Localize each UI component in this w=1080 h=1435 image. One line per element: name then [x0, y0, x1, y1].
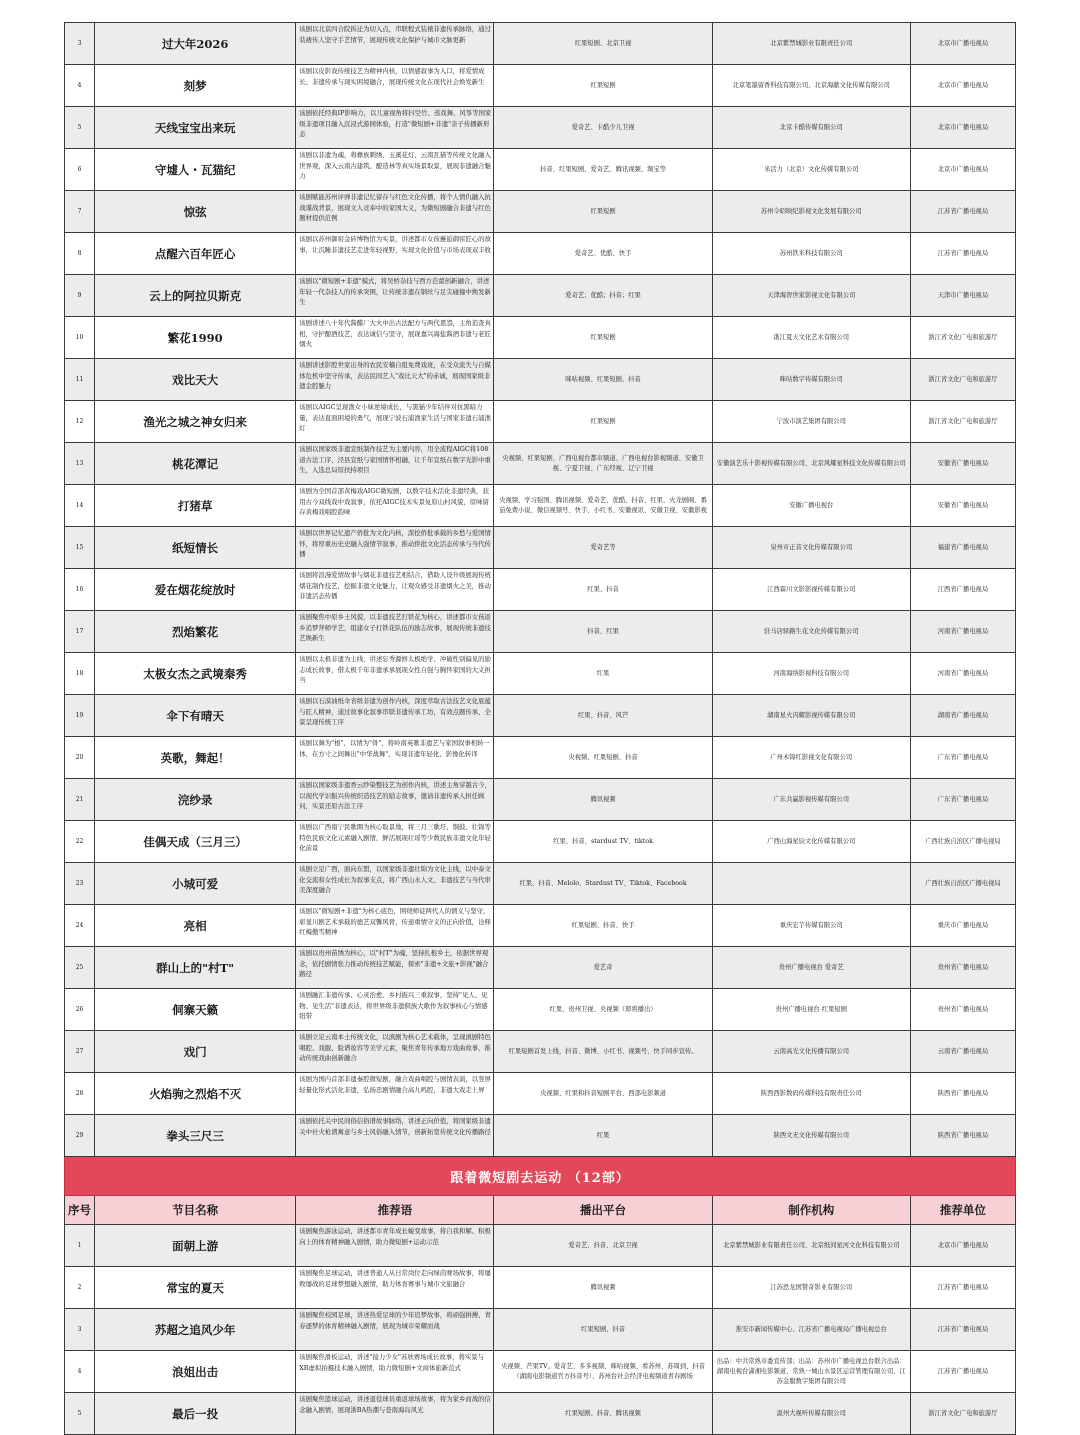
row-number: 26: [65, 989, 95, 1031]
recommendation-text: [296, 65, 494, 107]
production-company: 广州木锦红影视文化有限公司: [712, 737, 910, 779]
program-name: 火焰驹之烈焰不灭: [95, 1073, 296, 1115]
recommendation-text-content: 该剧赋能苏州评弹非遗记忆留存与红色文化传播，将个人情仇融入抗战谍战背景，展现文人竞奉中的家国大义，为微短剧融合非遗与红色题材提供范例: [299, 193, 491, 223]
row-number: 20: [65, 737, 95, 779]
program-name: 伞下有晴天: [95, 695, 296, 737]
broadcast-platform: 红果短剧首发上线，抖音、微博、小红书、视频号、快手同步宣传。: [494, 1031, 712, 1073]
table-row: [65, 653, 1016, 695]
recommending-unit: 贵州省广播电视局: [910, 947, 1015, 989]
recommendation-text: [296, 1031, 494, 1073]
production-company: 贵州广播电视台 爱奇艺: [712, 947, 910, 989]
recommendation-text-content: 该剧讲述影腔世家出身的农民安楠自组免费戏班，在受众流失与自媒体危机中坚守传承，表达民间艺人"戏比天大"的赤诚，展现国家级非遗金腔魅力: [299, 361, 491, 391]
row-number: 9: [65, 275, 95, 317]
production-company: 北京紫禁城影业有限责任公司: [712, 23, 910, 65]
production-company: [712, 863, 910, 905]
table-row: [65, 569, 1016, 611]
row-number: 11: [65, 359, 95, 401]
program-name: 惊弦: [95, 191, 296, 233]
recommendation-text-content: 该剧依托经典IP影响力，以儿童视角将抖空竹、蒸戏舞、风筝等国家级非遗项目融入沉浸式游园体验，打造"微短剧+非遗"亲子传播新形态: [299, 109, 492, 139]
program-name: 佳偶天成（三月三）: [95, 821, 296, 863]
recommendation-text: [296, 401, 494, 443]
table-row: [65, 23, 1016, 65]
row-number: 2: [65, 1267, 95, 1309]
recommendation-text: [296, 1115, 494, 1157]
recommendation-text: [296, 233, 494, 275]
table-row: [65, 485, 1016, 527]
recommendation-text-content: 该剧以舞为"根"、以情为"骨"，将岭南英歌非遗艺与家国叙事相转一体，在方寸之间舞出"中华战舞"，实现非遗年轻化、影像化转译: [299, 739, 490, 758]
row-number: 19: [65, 695, 95, 737]
recommendation-text-content: 该剧依托关中民间俗信俗谱故事脉络，讲述正向价值，将国家级非遗关中社火枪谱寓意与乡土风俗融入情节，创新拓宽传统文化传播路径: [299, 1117, 491, 1136]
row-number: 27: [65, 1031, 95, 1073]
production-company: 淮安市新闻传媒中心、江苏省广播电视局广播电视总台: [712, 1309, 910, 1351]
recommendation-text-content: 该剧为全国首部黄梅戏AIGC微短剧，以数字技术活化非遗经典，获用古今双线戏中戏叙事，依托AIGC技术实景复原山村风貌，原味留存黄梅戏唱腔韵味: [299, 487, 489, 517]
broadcast-platform: 红果、抖音: [494, 569, 712, 611]
recommendation-text: [296, 1225, 494, 1267]
recommendation-text-content: 该剧以广西南宁民歌圈为核心取景地，将三月三歌圩、铜鼓、壮锦等特色民族文化元素融入剧情，鲜活展现壮瑶等少数民族非遗文化年轻化前景: [299, 823, 491, 853]
recommendation-text-content: 该剧以皮影戏传统技艺为精神内核，以情感叙事为入口，将爱情成长、非遗传承与现实困境融合，展现传统文化在现代社会焕发新生: [299, 67, 485, 86]
program-name: 烈焰繁花: [95, 611, 296, 653]
table-row: [65, 65, 1016, 107]
broadcast-platform: 红果短剧、抖音、腾讯视频: [494, 1393, 712, 1435]
program-name: 群山上的"村T": [95, 947, 296, 989]
production-company: 宁波市演艺集团有限公司: [712, 401, 910, 443]
recommending-unit: 江西省广播电视局: [910, 569, 1015, 611]
recommending-unit: 广东省广播电视局: [910, 779, 1015, 821]
recommendation-text: [296, 191, 494, 233]
broadcast-platform: 红果短剧: [494, 401, 712, 443]
program-name: 天线宝宝出来玩: [95, 107, 296, 149]
broadcast-platform: 爱奇艺、优酷、快手: [494, 233, 712, 275]
broadcast-platform: 抖音、红果短剧、爱奇艺、腾讯视频、淘宝等: [494, 149, 712, 191]
row-number: 18: [65, 653, 95, 695]
table-row: [65, 527, 1016, 569]
production-company: 浙江夏天文化艺术有限公司: [712, 317, 910, 359]
production-company: 温州大视听传媒有限公司: [712, 1393, 910, 1435]
table-row: [65, 863, 1016, 905]
recommendation-text: [296, 443, 494, 485]
program-table: [64, 22, 1016, 1435]
recommendation-text-content: 该剧以世界记忆遗产侨批为文化内核，深挖侨批承载的乡愁与爱国情怀，将厚重历史史融入强情节叙事，推动侨批文化活态传承与当代传播: [299, 529, 491, 559]
recommendation-text: [296, 1393, 494, 1435]
program-name: 浣纱录: [95, 779, 296, 821]
row-number: 22: [65, 821, 95, 863]
recommendation-text: [296, 695, 494, 737]
production-company: 出品：中共常熟市委宣传部；出品：苏州市广播电视总台联合出品：湖南电视台潇湘电影频道、常熟一城山水景区运营管理有限公司、江苏金服数字集团有限公司: [712, 1351, 910, 1393]
broadcast-platform: 爱艺奇: [494, 947, 712, 989]
recommending-unit: 江苏省广播电视局: [910, 1309, 1015, 1351]
table-row: [65, 1309, 1016, 1351]
program-name: 拳头三尺三: [95, 1115, 296, 1157]
table-row: [65, 611, 1016, 653]
row-number: 1: [65, 1225, 95, 1267]
recommending-unit: 广西壮族自治区广播电视局: [910, 821, 1015, 863]
recommendation-text: [296, 611, 494, 653]
production-company: 咪咕数字传媒有限公司: [712, 359, 910, 401]
program-name: 点醒六百年匠心: [95, 233, 296, 275]
row-number: 25: [65, 947, 95, 989]
section1-body: [65, 23, 1016, 1157]
recommendation-text: [296, 317, 494, 359]
row-number: 23: [65, 863, 95, 905]
recommending-unit: 安徽省广播电视局: [910, 485, 1015, 527]
table-row: [65, 1115, 1016, 1157]
table-row: [65, 779, 1016, 821]
recommendation-text-content: 该剧聚焦中原乡土风貌，以非遗技艺打铁花为核心，讲述都市女孩返乡追梦拜师学艺，组建女子打铁花队伍的励志故事，展现传统非遗技艺焕新生: [299, 613, 491, 643]
program-name: 爱在烟花绽放时: [95, 569, 296, 611]
recommendation-text-content: 该剧以石漠油纸伞省级非遗为创作内核，深度萃取古法技艺文化底蕴与匠人精神，通过故事化叙事串联非遗传承工坊，有效点题传承，全景呈现传统工序: [299, 697, 491, 727]
row-number: 15: [65, 527, 95, 569]
recommendation-text: [296, 527, 494, 569]
section2-body: [65, 1225, 1016, 1435]
production-company: 驻马店驿路生花文化传媒有限公司: [712, 611, 910, 653]
recommending-unit: 陕西省广播电视局: [910, 1073, 1015, 1115]
table-row: [65, 401, 1016, 443]
recommending-unit: 浙江省文化广电和旅游厅: [910, 1393, 1015, 1435]
recommendation-text: [296, 485, 494, 527]
table-row: [65, 905, 1016, 947]
broadcast-platform: 红果短剧: [494, 65, 712, 107]
program-name: 苏超之追风少年: [95, 1309, 296, 1351]
recommendation-text-content: 该剧立足云南本土传统文化，以滇剧为核心艺术载体，呈现滇剧特色唱腔、戏服、脸谱妆容等美学元素，聚焦青年传承地方戏曲故事，推动传统戏曲创新融合: [299, 1033, 491, 1063]
production-company: 北京笔墨留香科技有限公司、北京海献文化传媒有限公司: [712, 65, 910, 107]
row-number: 7: [65, 191, 95, 233]
program-name: 面朝上游: [95, 1225, 296, 1267]
table-row: [65, 443, 1016, 485]
recommendation-text-content: 该剧将浪漫爱情故事与烟花非遗技艺相结合，借助人设升级展现传统烟花制作技艺，挖掘非遗文化魅力，让观众感受非遗烟火之美，推动非遗活态传播: [299, 571, 491, 601]
program-name: 太极女杰之武境秦秀: [95, 653, 296, 695]
recommendation-text-content: 该剧以"微短剧+非遗"为核心底色，围绕师徒两代人的情义与坚守，彰显川剧艺术承载的德艺双馨风骨，传递重情守义的正向价值，诠释红梅傲雪精神: [299, 907, 491, 937]
table-row: [65, 233, 1016, 275]
row-number: 28: [65, 1073, 95, 1115]
row-number: 16: [65, 569, 95, 611]
recommendation-text-content: 该剧以国家级非遗香云纱染整技艺为创作内核，讲述主角穿越古今，以现代学识振兴传统织造技艺的励志故事，邀请非遗传承人担任顾问，实景还原古法工序: [299, 781, 491, 811]
recommending-unit: 广西壮族自治区广播电视局: [910, 863, 1015, 905]
recommendation-text-content: 该剧以北京四合院拆迁为切入点，串联程式装裱非遗传承脉络，通过装裱传人坚守手艺情节，展现传统文化保护与城市文脉更新: [299, 25, 491, 44]
recommendation-text-content: 该剧聚焦篮球运动，讲述退役球员重返球场故事，将为家乡而战的信念融入剧情，展现浙BA热潮与苍南海岛风光: [299, 1395, 491, 1414]
header-unit: 推荐单位: [910, 1196, 1015, 1225]
header-name: 节目名称: [95, 1196, 296, 1225]
recommending-unit: 浙江省文化广电和旅游厅: [910, 359, 1015, 401]
recommending-unit: 江苏省广播电视局: [910, 1267, 1015, 1309]
recommendation-text: [296, 23, 494, 65]
production-company: 云南高光文化传播有限公司: [712, 1031, 910, 1073]
recommendation-text: [296, 359, 494, 401]
program-name: 繁花1990: [95, 317, 296, 359]
recommending-unit: 浙江省文化广电和旅游厅: [910, 317, 1015, 359]
recommendation-text-content: 该剧以太极非遗为主线，讲述忘秀源修太极绝学、冲破性别偏见的励志成长故事，借太极千年非遗承承展现女性自强与胸怀家国的大义担当: [299, 655, 491, 685]
recommendation-text: [296, 989, 494, 1031]
broadcast-platform: 腾讯视频: [494, 779, 712, 821]
broadcast-platform: 央视频、学习强国、腾讯视频、爱奇艺、优酷、抖音、红果、火龙剧阁、番茄免费小说、微信视频号、快手、小红书、安徽视讯、安徽卫视、安徽影视: [494, 485, 712, 527]
table-row: [65, 317, 1016, 359]
header-platform: 播出平台: [494, 1196, 712, 1225]
production-company: 泉州市正音文化传媒有限公司: [712, 527, 910, 569]
broadcast-platform: 红果: [494, 1115, 712, 1157]
recommendation-text: [296, 779, 494, 821]
table-row: [65, 989, 1016, 1031]
broadcast-platform: 爱奇艺等: [494, 527, 712, 569]
recommending-unit: 北京市广播电视局: [910, 65, 1015, 107]
production-company: 江苏恐龙国赞奇影业有限公司: [712, 1267, 910, 1309]
production-company: 苏州铁米科技有限公司: [712, 233, 910, 275]
recommendation-text: [296, 821, 494, 863]
table-row: [65, 275, 1016, 317]
row-number: 6: [65, 149, 95, 191]
row-number: 3: [65, 23, 95, 65]
recommendation-text-content: 该剧聚焦滑板运动，讲述"接力少女"苏欣赛场成长故事，将实景与XR虚拟拍摄技术融入剧情，助力微短剧+文商体旅新范式: [299, 1353, 485, 1372]
table-row: [65, 947, 1016, 989]
broadcast-platform: 央视频、红果短剧、抖音: [494, 737, 712, 779]
program-name: 亮相: [95, 905, 296, 947]
recommendation-text-content: 该剧以苏州御窑金砖博物馆为实景，讲述都市女孩邂逅御窑匠心的故事，让沉睡非遗技艺走进年轻视野，实现文化价值与市场表现双丰收: [299, 235, 491, 254]
program-name: 纸短情长: [95, 527, 296, 569]
recommendation-text-content: 该剧以"微短剧+非遗"模式，将吴桥杂技与西方芭蕾创新融合，讲述年轻一代杂技人的传承突围，让传统非遗在钢丝与足尖碰撞中焕发新生: [299, 277, 491, 307]
production-company: 米活力（北京）文化传媒有限公司: [712, 149, 910, 191]
recommendation-text-content: 该剧聚焦校园足球，讲述热爱足球的少年追梦故事，将顽强拼搏、青春逐梦的体育精神融入剧情，展现为城市荣耀而战: [299, 1311, 491, 1330]
broadcast-platform: 爱奇艺、抖音、北京卫视: [494, 1225, 712, 1267]
row-number: 21: [65, 779, 95, 821]
table-row: [65, 1031, 1016, 1073]
broadcast-platform: 红果: [494, 653, 712, 695]
production-company: 陕西文无文化传媒有限公司: [712, 1115, 910, 1157]
recommending-unit: 云南省广播电视局: [910, 1031, 1015, 1073]
recommendation-text: [296, 1309, 494, 1351]
recommendation-text: [296, 149, 494, 191]
table-row: [65, 821, 1016, 863]
broadcast-platform: 红果、抖音、stardust TV、tiktok: [494, 821, 712, 863]
recommendation-text: [296, 107, 494, 149]
recommendation-text-content: 该剧以AIGC呈现渔女小妹逆境成长，与黑猫少年结伴对抗黑暗力量，表达直面困境的勇气，展现宁波石浦渔家生活与国家非遗石浦渔灯: [299, 403, 491, 433]
recommendation-text-content: 该剧以国家级非遗宣纸制作技艺为主要内容，用全流程AIGC将108道古法工序、泾县宣纸与家国情怀相融，让千年宣纸在数字光影中重生，入选总局原扶持项目: [299, 445, 491, 475]
recommending-unit: 北京市广播电视局: [910, 23, 1015, 65]
production-company: 湖南星火闪耀影视传媒有限公司: [712, 695, 910, 737]
broadcast-platform: 央视频、红果短剧、广西电视台都市频道、广西电视台影视频道、安徽卫视、宁夏卫视、广东经视、辽宁卫视: [494, 443, 712, 485]
production-company: 陕西西影数码传媒科技有限责任公司: [712, 1073, 910, 1115]
broadcast-platform: 抖音、红果: [494, 611, 712, 653]
recommendation-text-content: 该剧聚焦游泳运动，讲述都市青年成长蜕变故事，将自我和解、积极向上的体育精神融入剧情，助力微短剧+运动示范: [299, 1227, 491, 1246]
row-number: 4: [65, 1351, 95, 1393]
broadcast-platform: 爱奇艺；优酷；抖音；红果: [494, 275, 712, 317]
recommending-unit: 陕西省广播电视局: [910, 1115, 1015, 1157]
recommendation-text: [296, 653, 494, 695]
recommending-unit: 北京市广播电视局: [910, 1225, 1015, 1267]
broadcast-platform: 央视频、芒果TV、爱奇艺、多多视频、咪咕视频、看苏州、苏周到、抖音（湖南电影频道官方抖音号）、苏州台社会经济电视频道青春剧场: [494, 1351, 712, 1393]
table-row: [65, 1225, 1016, 1267]
table-row: [65, 737, 1016, 779]
recommendation-text: [296, 275, 494, 317]
broadcast-platform: 红果短剧、抖音、快手: [494, 905, 712, 947]
recommendation-text-content: 该剧以非遗为魂，将彝族刺绣、玉溪花灯、云南瓦猫等传统文化融入世界观，深入云南古建筑、酿造林等真实场景取景，展现非遗融合魅力: [299, 151, 491, 181]
recommendation-sheet: [64, 22, 1016, 1435]
broadcast-platform: 爱奇艺、卡酷少儿卫视: [494, 107, 712, 149]
recommending-unit: 贵州省广播电视局: [910, 989, 1015, 1031]
production-company: 广东共赢影视传媒有限公司: [712, 779, 910, 821]
broadcast-platform: 红果、抖音、Melolo、Stardust TV、Tiktok、Facebook: [494, 863, 712, 905]
row-number: 14: [65, 485, 95, 527]
program-name: 英歌，舞起！: [95, 737, 296, 779]
recommending-unit: 天津市广播电视局: [910, 275, 1015, 317]
recommending-unit: 江苏省广播电视局: [910, 1351, 1015, 1393]
recommending-unit: 北京市广播电视局: [910, 107, 1015, 149]
header-desc: 推荐语: [296, 1196, 494, 1225]
row-number: 3: [65, 1309, 95, 1351]
recommending-unit: 浙江省文化广电和旅游厅: [910, 401, 1015, 443]
header-no: 序号: [65, 1196, 95, 1225]
recommendation-text: [296, 737, 494, 779]
broadcast-platform: 红果短剧: [494, 191, 712, 233]
recommendation-text: [296, 1351, 494, 1393]
recommendation-text: [296, 905, 494, 947]
table-row: [65, 359, 1016, 401]
table-row: [65, 1351, 1016, 1393]
program-name: 过大年2026: [95, 23, 296, 65]
section-banner: [65, 1157, 1016, 1196]
recommending-unit: 福建省广播电视局: [910, 527, 1015, 569]
recommendation-text-content: 该剧为国内首部非遗秦腔微短剧，融合戏曲唱腔与剧情表演，以竖屏轻量化形式活化非遗，弘扬忠剧情融合高九鸣腔，非遗大戏走上屏: [299, 1075, 491, 1094]
production-company: 安徽演艺乐十影视传媒有限公司、北京风耀星科技文化传媒有限公司: [712, 443, 910, 485]
program-name: 戏门: [95, 1031, 296, 1073]
program-name: 桃花潭记: [95, 443, 296, 485]
table-row: [65, 1267, 1016, 1309]
row-number: 13: [65, 443, 95, 485]
program-name: 云上的阿拉贝斯克: [95, 275, 296, 317]
section2-head: [65, 1157, 1016, 1225]
table-row: [65, 695, 1016, 737]
program-name: 小城可爱: [95, 863, 296, 905]
production-company: 北京紫禁城影业有限责任公司、北京纸间星河文化科技有限公司: [712, 1225, 910, 1267]
broadcast-platform: 腾讯视频: [494, 1267, 712, 1309]
program-name: 浪姐出击: [95, 1351, 296, 1393]
recommending-unit: 江苏省广播电视局: [910, 191, 1015, 233]
program-name: 常宝的夏天: [95, 1267, 296, 1309]
row-number: 5: [65, 107, 95, 149]
table-row: [65, 1073, 1016, 1115]
recommending-unit: 广东省广播电视局: [910, 737, 1015, 779]
production-company: 苏州令昭映纪影视文化发展有限公司: [712, 191, 910, 233]
program-name: 侗寨天籁: [95, 989, 296, 1031]
row-number: 24: [65, 905, 95, 947]
row-number: 10: [65, 317, 95, 359]
section-title: 跟着微短剧去运动 （12部）: [450, 1170, 630, 1186]
recommendation-text: [296, 569, 494, 611]
table-header: [65, 1196, 1016, 1225]
row-number: 29: [65, 1115, 95, 1157]
production-company: 广西山海星辰文化传媒有限公司: [712, 821, 910, 863]
program-name: 渔光之城之神女归来: [95, 401, 296, 443]
recommending-unit: 湖南省广播电视局: [910, 695, 1015, 737]
table-row: [65, 191, 1016, 233]
broadcast-platform: 红果、贵州卫视、央视频（即将播出）: [494, 989, 712, 1031]
broadcast-platform: 央视频、红果和抖音短剧平台、西部电影频道: [494, 1073, 712, 1115]
row-number: 12: [65, 401, 95, 443]
recommendation-text: [296, 947, 494, 989]
program-name: 戏比天大: [95, 359, 296, 401]
program-name: 打猪草: [95, 485, 296, 527]
broadcast-platform: 咪咕视频、红果短剧、抖音: [494, 359, 712, 401]
recommending-unit: 河南省广播电视局: [910, 653, 1015, 695]
recommending-unit: 江苏省广播电视局: [910, 233, 1015, 275]
program-name: 刻梦: [95, 65, 296, 107]
recommendation-text-content: 该剧讲述八十年代酱醋厂大火中出古法配方与两代恩怨，主角追查真相，守护酿酒技艺，表达诚信与坚守，展现嘉兴海盐酱酒非遗与老匠烟火: [299, 319, 491, 349]
recommending-unit: 重庆市广播电视局: [910, 905, 1015, 947]
table-row: [65, 1393, 1016, 1435]
production-company: 河南海纳影视科技有限公司: [712, 653, 910, 695]
recommendation-text-content: 该剧聚焦足球运动，讲述普通人从日常岗位走向绿茵赛场故事，将屡败屡战的足球梦想融入剧情，助力体育赛事与城市文旅融合: [299, 1269, 491, 1288]
production-company: 重庆宏芋传媒有限公司: [712, 905, 910, 947]
row-number: 5: [65, 1393, 95, 1435]
recommendation-text-content: 该剧以贵州苗绣为核心，以"村T"为魂，坚持扎根乡土，依据世界观念，依托剧情张力推动传统技艺赋能，探索"非遗+文旅+影视"融合路径: [299, 949, 489, 979]
broadcast-platform: 红果、抖音、风芒: [494, 695, 712, 737]
broadcast-platform: 红果短剧: [494, 317, 712, 359]
recommendation-text: [296, 1267, 494, 1309]
recommending-unit: 河南省广播电视局: [910, 611, 1015, 653]
recommendation-text: [296, 1073, 494, 1115]
broadcast-platform: 红果短剧、抖音: [494, 1309, 712, 1351]
table-row: [65, 107, 1016, 149]
production-company: 安徽广播电视台: [712, 485, 910, 527]
production-company: 贵州广播电视台 红果短剧: [712, 989, 910, 1031]
row-number: 17: [65, 611, 95, 653]
program-name: 守墟人・瓦猫纪: [95, 149, 296, 191]
program-name: 最后一投: [95, 1393, 296, 1435]
recommendation-text-content: 该剧融汇非遗传承、心灵治愈、乡村振兴三重叙事，坚持"见人、见物、见生活"非遗表达，将世界级非遗侗族大歌作为叙事核心与情感纽带: [299, 991, 488, 1021]
production-company: 江西霖川文影影视传媒有限公司: [712, 569, 910, 611]
table-row: [65, 149, 1016, 191]
row-number: 8: [65, 233, 95, 275]
production-company: 北京卡酷传媒有限公司: [712, 107, 910, 149]
recommending-unit: 安徽省广播电视局: [910, 443, 1015, 485]
header-producer: 制作机构: [712, 1196, 910, 1225]
recommending-unit: 北京市广播电视局: [910, 149, 1015, 191]
production-company: 天津海智世家影视文化有限公司: [712, 275, 910, 317]
row-number: 4: [65, 65, 95, 107]
broadcast-platform: 红果短剧、北京卫视: [494, 23, 712, 65]
recommendation-text: [296, 863, 494, 905]
recommendation-text-content: 该剧立足广西，面向东盟，以国家级非遗壮锦为文化主线，以中泰文化交流和女性成长为叙事支点，将广西山水人文、非遗技艺与当代审美深度融合: [299, 865, 491, 895]
